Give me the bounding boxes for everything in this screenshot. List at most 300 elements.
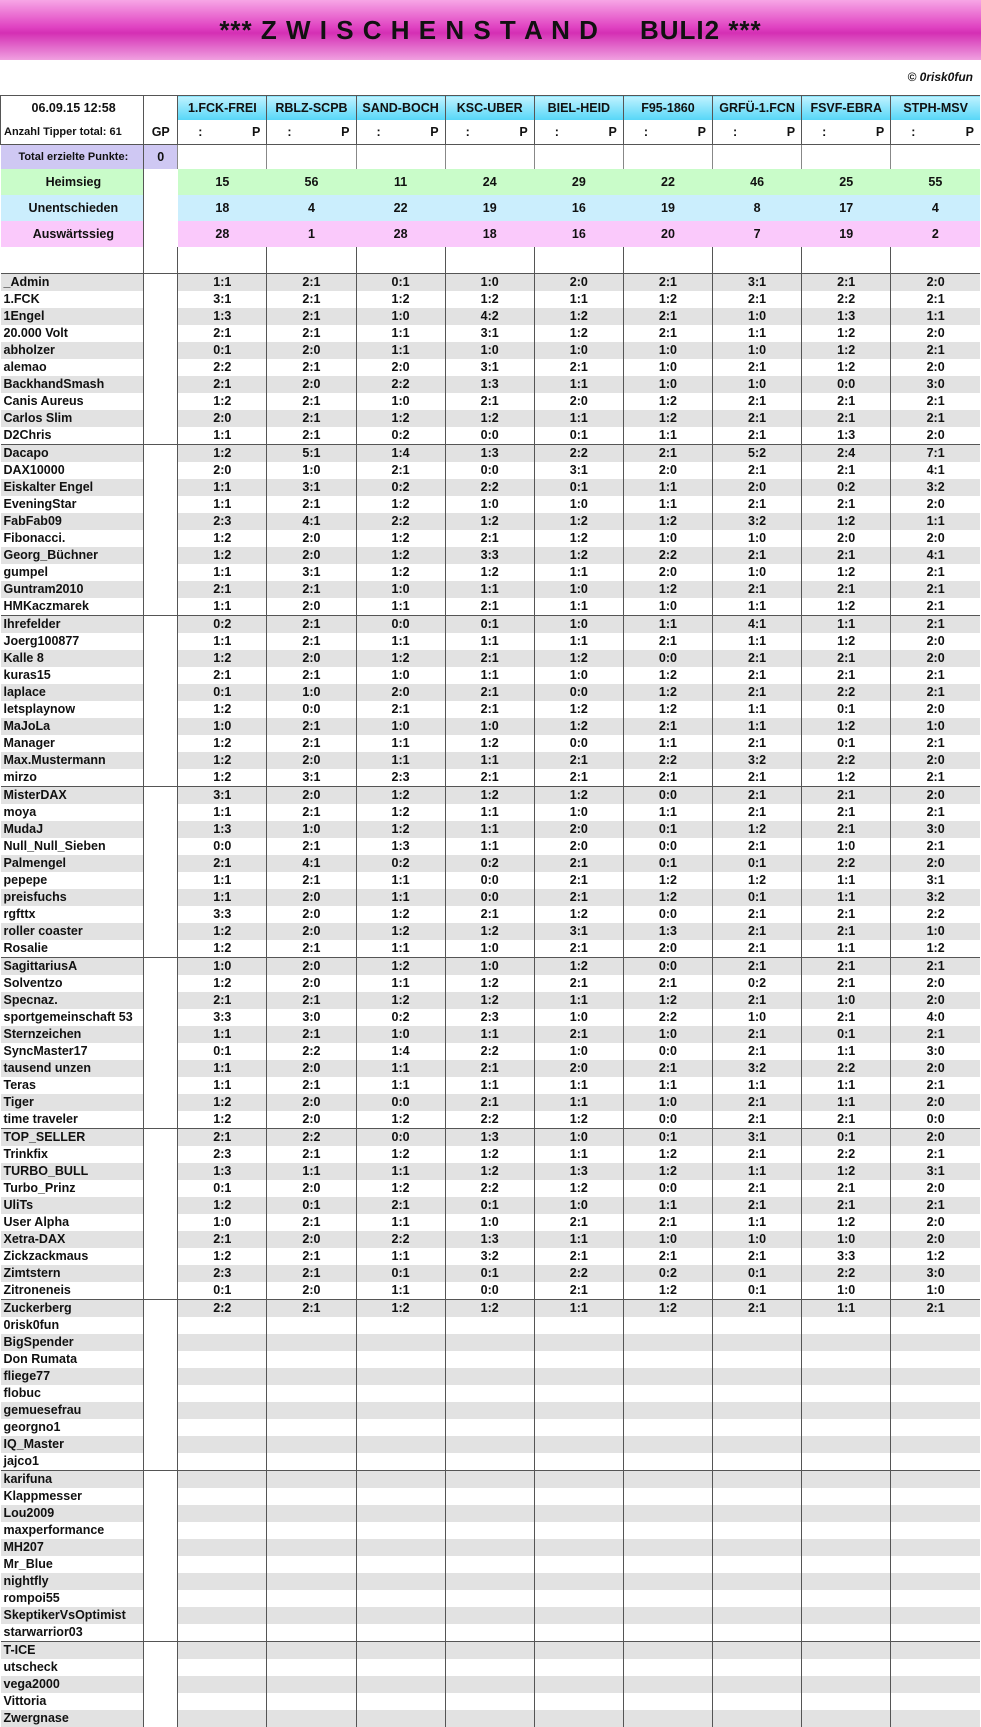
tip-cell: 1:2 [445, 564, 534, 581]
tip-cell: 2:2 [891, 906, 980, 923]
table-row [1, 1693, 981, 1710]
tip-cell: 1:2 [356, 1111, 445, 1129]
tip-cell: 0:1 [178, 1282, 267, 1300]
gp-cell [144, 769, 178, 787]
tip-cell [891, 1556, 980, 1573]
tip-cell: 1:0 [623, 342, 712, 359]
gp-cell [144, 221, 178, 247]
tip-cell: 1:1 [713, 325, 802, 342]
tip-cell: 1:0 [802, 1282, 891, 1300]
tip-cell: 1:1 [534, 376, 623, 393]
tip-cell: 1:3 [534, 1163, 623, 1180]
tip-cell [178, 1436, 267, 1453]
tip-cell: 2:0 [267, 547, 356, 564]
tip-cell: 1:2 [356, 1300, 445, 1318]
tip-cell: 2:1 [891, 1077, 980, 1094]
table-row [1, 1436, 981, 1453]
tip-cell: 1:1 [356, 1248, 445, 1265]
tip-cell: 2:0 [891, 975, 980, 992]
tip-cell [445, 1522, 534, 1539]
tip-cell [178, 1676, 267, 1693]
tip-cell [713, 1573, 802, 1590]
tip-cell: 1:1 [534, 1077, 623, 1094]
tip-cell [445, 1607, 534, 1624]
tip-cell: 2:2 [802, 684, 891, 701]
tip-cell [891, 1436, 980, 1453]
tip-cell [534, 1590, 623, 1607]
player-name: User Alpha [3, 1215, 70, 1229]
tip-cell [267, 1710, 356, 1727]
tip-cell: 2:1 [802, 958, 891, 976]
tip-cell: 4:0 [891, 1009, 980, 1026]
tip-cell: 1:1 [802, 1077, 891, 1094]
tip-cell [713, 1676, 802, 1693]
table-row [1, 1282, 981, 1300]
tip-cell [178, 1488, 267, 1505]
datetime-label: 06.09.15 12:58 [1, 96, 144, 121]
tip-cell [623, 1624, 712, 1642]
tip-cell: 2:0 [891, 1060, 980, 1077]
tip-cell: 2:1 [891, 769, 980, 787]
table-row [1, 376, 981, 393]
tip-cell: 0:1 [445, 616, 534, 634]
tip-cell [802, 1317, 891, 1334]
tip-cell: 1:0 [713, 564, 802, 581]
tip-cell: 2:0 [623, 564, 712, 581]
tip-cell: 2:1 [713, 940, 802, 958]
tip-cell [445, 1573, 534, 1590]
tip-cell: 1:2 [178, 752, 267, 769]
tip-cell: 1:0 [178, 1214, 267, 1231]
tip-cell [356, 1453, 445, 1471]
tip-cell: 2:2 [356, 513, 445, 530]
table-row [1, 598, 981, 616]
match-header: BIEL-HEID [534, 96, 623, 121]
table-row [1, 308, 981, 325]
tip-cell [178, 1659, 267, 1676]
player-name: karifuna [1, 1471, 144, 1489]
stat-value: 18 [445, 221, 534, 247]
table-row [1, 462, 981, 479]
tip-cell: 2:2 [623, 547, 712, 564]
tip-cell [802, 1505, 891, 1522]
table-row [1, 1334, 981, 1351]
tip-cell: 3:1 [713, 1129, 802, 1147]
tip-cell: 1:3 [178, 821, 267, 838]
tip-cell: 2:1 [802, 1180, 891, 1197]
table-row [1, 1300, 981, 1318]
tip-cell: 1:1 [267, 1163, 356, 1180]
tip-cell: 2:0 [267, 598, 356, 616]
tip-cell [891, 1351, 980, 1368]
tip-cell: 1:1 [623, 1197, 712, 1214]
tip-cell: 2:1 [356, 462, 445, 479]
tip-cell [445, 1453, 534, 1471]
tip-cell [356, 1385, 445, 1402]
tip-cell: 0:0 [623, 787, 712, 805]
tip-cell [713, 1419, 802, 1436]
score-colon: : [554, 125, 559, 139]
tip-cell [356, 1659, 445, 1676]
tip-cell: 1:2 [623, 667, 712, 684]
stat-value: 7 [713, 221, 802, 247]
tip-cell: 0:0 [534, 684, 623, 701]
tip-cell: 1:2 [178, 1197, 267, 1214]
total-points-value: 0 [144, 145, 178, 170]
tip-cell: 3:0 [891, 1265, 980, 1282]
tip-cell: 2:0 [267, 958, 356, 976]
tip-cell: 2:1 [267, 1026, 356, 1043]
tip-cell: 0:1 [623, 1129, 712, 1147]
tip-cell: 4:1 [713, 616, 802, 634]
tip-cell: 2:1 [267, 940, 356, 958]
tip-cell: 1:0 [445, 342, 534, 359]
tip-cell: 2:1 [713, 838, 802, 855]
tip-cell [623, 1573, 712, 1590]
table-row [1, 616, 981, 634]
table-row [1, 1659, 981, 1676]
tip-cell: 1:2 [802, 325, 891, 342]
player-name: rgfttx [3, 907, 36, 921]
tip-cell: 1:3 [445, 1129, 534, 1147]
tip-cell: 2:1 [178, 992, 267, 1009]
page-title: *** Z W I S C H E N S T A N D BULI2 *** [0, 0, 981, 60]
tip-cell: 0:0 [534, 735, 623, 752]
subheader-cells [624, 125, 712, 139]
match-subheader [623, 120, 712, 145]
tip-cell: 2:0 [267, 906, 356, 923]
tip-cell [178, 1590, 267, 1607]
tip-cell [534, 1539, 623, 1556]
tip-cell [713, 1351, 802, 1368]
tip-cell: 1:2 [445, 513, 534, 530]
player-name: BigSpender [1, 1334, 144, 1351]
tip-cell: 0:1 [178, 1180, 267, 1197]
tip-cell: 2:1 [534, 1282, 623, 1300]
points-label: P [965, 125, 974, 139]
tip-cell: 2:1 [267, 718, 356, 735]
tip-cell: 0:1 [623, 855, 712, 872]
stat-value: 19 [445, 195, 534, 221]
tip-cell: 1:2 [623, 992, 712, 1009]
player-name: Georg_Büchner [1, 547, 144, 564]
tip-cell [356, 1642, 445, 1660]
tip-cell: 0:1 [445, 1265, 534, 1282]
tip-cell: 1:1 [623, 616, 712, 634]
stat-value: 15 [178, 169, 267, 195]
tip-cell: 1:1 [713, 1214, 802, 1231]
tip-cell: 1:0 [623, 376, 712, 393]
tip-cell [267, 1590, 356, 1607]
gp-cell [144, 1402, 178, 1419]
tip-cell: 1:1 [623, 479, 712, 496]
tip-cell [891, 1385, 980, 1402]
tip-cell: 1:2 [623, 1146, 712, 1163]
tip-cell [802, 1453, 891, 1471]
spacer-row [1, 247, 981, 274]
tip-cell: 2:0 [891, 1094, 980, 1111]
player-name: rompoi55 [3, 1591, 60, 1605]
tip-cell: 1:2 [534, 958, 623, 976]
tip-cell: 1:2 [534, 308, 623, 325]
table-row [1, 633, 981, 650]
player-name: FabFab09 [1, 513, 144, 530]
tip-cell: 3:1 [445, 359, 534, 376]
tip-cell: 1:0 [713, 1231, 802, 1248]
tip-cell [534, 1642, 623, 1660]
player-name: Eiskalter Engel [1, 479, 144, 496]
gp-cell [144, 1710, 178, 1727]
gp-cell [144, 1009, 178, 1026]
tip-cell [356, 1505, 445, 1522]
table-row [1, 445, 981, 463]
tip-cell: 2:1 [534, 855, 623, 872]
tip-cell: 2:1 [534, 359, 623, 376]
tip-cell: 0:2 [356, 479, 445, 496]
gp-label: GP [144, 120, 178, 145]
tip-cell: 1:1 [178, 274, 267, 292]
table-row [1, 1094, 981, 1111]
player-name: Zwergnase [1, 1710, 144, 1727]
tip-cell: 3:1 [534, 462, 623, 479]
table-row [1, 359, 981, 376]
tip-cell [623, 1453, 712, 1471]
tip-cell [713, 1505, 802, 1522]
table-row [1, 735, 981, 752]
tip-cell: 2:1 [178, 1129, 267, 1147]
stat-label: Auswärtssieg [1, 221, 144, 247]
tipper-count-label: Anzahl Tipper total: 61 [1, 120, 144, 145]
tip-cell: 2:1 [891, 804, 980, 821]
tip-cell: 2:2 [623, 752, 712, 769]
tip-cell [623, 1488, 712, 1505]
tip-cell [267, 1522, 356, 1539]
gp-cell [144, 633, 178, 650]
player-name: pepepe [3, 873, 48, 887]
stat-label: Unentschieden [1, 195, 144, 221]
tip-cell: 1:3 [802, 308, 891, 325]
tip-cell: 0:0 [802, 376, 891, 393]
player-name: Kalle 8 [1, 650, 144, 667]
table-row [1, 923, 981, 940]
tip-cell: 2:0 [891, 701, 980, 718]
gp-cell [144, 1385, 178, 1402]
tip-cell: 2:1 [713, 359, 802, 376]
player-name: Lou2009 [1, 1505, 144, 1522]
tip-cell: 1:2 [445, 992, 534, 1009]
tip-cell: 1:0 [178, 958, 267, 976]
player-name: vega2000 [1, 1676, 144, 1693]
score-colon: : [287, 125, 292, 139]
gp-cell [144, 1419, 178, 1436]
tip-cell [267, 1624, 356, 1642]
tip-cell: 2:0 [356, 684, 445, 701]
tip-cell: 1:0 [802, 992, 891, 1009]
tip-cell: 2:1 [891, 342, 980, 359]
tip-cell: 2:2 [178, 1300, 267, 1318]
tip-cell [802, 1368, 891, 1385]
table-row [1, 1402, 981, 1419]
tip-cell [534, 1368, 623, 1385]
tip-cell: 0:1 [178, 1043, 267, 1060]
tip-cell: 1:2 [445, 975, 534, 992]
tip-cell: 1:2 [445, 1146, 534, 1163]
tip-cell: 0:1 [802, 1026, 891, 1043]
tip-cell: 1:1 [356, 752, 445, 769]
gp-cell [144, 1676, 178, 1693]
tip-cell: 0:1 [713, 855, 802, 872]
score-colon: : [376, 125, 381, 139]
tip-cell: 2:1 [891, 735, 980, 752]
tip-cell: 2:1 [713, 1300, 802, 1318]
tip-cell: 1:2 [534, 701, 623, 718]
tip-cell [356, 1522, 445, 1539]
tip-cell [713, 1436, 802, 1453]
tip-cell: 1:2 [445, 787, 534, 805]
tip-cell: 2:1 [802, 821, 891, 838]
tip-cell [802, 1659, 891, 1676]
player-name: D2Chris [3, 428, 52, 442]
tip-cell: 1:2 [178, 393, 267, 410]
tip-cell: 2:1 [713, 1197, 802, 1214]
gp-cell [144, 325, 178, 342]
tip-cell [534, 1471, 623, 1489]
gp-cell [144, 308, 178, 325]
empty-cell [802, 145, 891, 170]
tip-cell: 0:2 [356, 427, 445, 445]
table-row [1, 1043, 981, 1060]
gp-cell [144, 1522, 178, 1539]
tip-cell: 1:1 [534, 633, 623, 650]
tip-cell: 1:0 [534, 667, 623, 684]
gp-cell [144, 195, 178, 221]
tip-cell: 2:0 [267, 752, 356, 769]
tip-cell: 1:1 [713, 598, 802, 616]
table-row [1, 889, 981, 906]
tip-cell: 2:0 [267, 1180, 356, 1197]
tip-cell: 2:0 [356, 359, 445, 376]
tip-cell: 3:3 [178, 906, 267, 923]
table-row [1, 427, 981, 445]
gp-cell [144, 1146, 178, 1163]
tip-cell: 3:2 [713, 513, 802, 530]
tip-cell [534, 1710, 623, 1727]
tip-cell [445, 1436, 534, 1453]
tip-cell [178, 1385, 267, 1402]
tip-cell [178, 1556, 267, 1573]
tip-cell: 1:1 [623, 804, 712, 821]
tip-cell: 0:0 [623, 958, 712, 976]
tip-cell: 2:2 [445, 479, 534, 496]
tip-cell [356, 1351, 445, 1368]
tip-cell [891, 1693, 980, 1710]
tip-cell [802, 1402, 891, 1419]
stat-row [1, 195, 981, 221]
tip-cell: 1:1 [356, 872, 445, 889]
tip-cell [891, 1488, 980, 1505]
tip-cell: 2:1 [267, 359, 356, 376]
table-row [1, 1317, 981, 1334]
table-row [1, 513, 981, 530]
tip-cell: 2:2 [623, 1009, 712, 1026]
tip-cell: 2:0 [891, 633, 980, 650]
tip-cell: 2:1 [267, 1265, 356, 1282]
gp-cell [144, 1471, 178, 1489]
tip-cell: 2:1 [713, 581, 802, 598]
tip-cell [623, 1368, 712, 1385]
tip-cell: 2:1 [445, 530, 534, 547]
points-label: P [341, 125, 350, 139]
points-label: P [430, 125, 439, 139]
tip-cell [178, 1351, 267, 1368]
tip-cell: 1:2 [356, 496, 445, 513]
tip-cell: 2:0 [891, 1214, 980, 1231]
table-row [1, 1453, 981, 1471]
gp-cell [144, 872, 178, 889]
tip-cell: 1:2 [713, 872, 802, 889]
tip-cell [623, 1402, 712, 1419]
tip-cell: 2:1 [267, 496, 356, 513]
tip-cell: 1:1 [178, 633, 267, 650]
tip-cell [178, 1402, 267, 1419]
tip-cell: 2:1 [713, 1248, 802, 1265]
player-name: Carlos Slim [1, 410, 144, 427]
tip-cell: 1:2 [623, 872, 712, 889]
player-name: MaJoLa [1, 718, 144, 735]
table-row [1, 975, 981, 992]
tip-cell: 1:2 [356, 787, 445, 805]
tip-cell [713, 1693, 802, 1710]
stat-value: 29 [534, 169, 623, 195]
tip-cell: 1:2 [802, 359, 891, 376]
tip-cell: 1:0 [713, 376, 802, 393]
tip-cell: 2:1 [802, 547, 891, 564]
player-name: abholzer [1, 342, 144, 359]
gp-cell [144, 906, 178, 923]
tip-cell: 2:0 [534, 838, 623, 855]
player-name: Null_Null_Sieben [3, 839, 106, 853]
tip-cell: 2:2 [445, 1111, 534, 1129]
tip-cell [356, 1334, 445, 1351]
subheader-cells [178, 125, 266, 139]
player-name: kuras15 [3, 668, 51, 682]
tip-cell [713, 1385, 802, 1402]
table-row [1, 1060, 981, 1077]
tip-cell: 2:1 [802, 1009, 891, 1026]
tip-cell [713, 1710, 802, 1727]
table-row [1, 1214, 981, 1231]
tip-cell: 2:0 [267, 650, 356, 667]
subheader-cells [802, 125, 890, 139]
tip-cell: 2:1 [445, 701, 534, 718]
tip-cell: 1:2 [178, 940, 267, 958]
tip-cell: 2:1 [445, 598, 534, 616]
stat-value: 1 [267, 221, 356, 247]
score-colon: : [822, 125, 827, 139]
points-label: P [252, 125, 261, 139]
gp-cell [144, 787, 178, 805]
tip-cell [178, 1573, 267, 1590]
tip-cell: 2:3 [356, 769, 445, 787]
tip-cell: 3:1 [534, 923, 623, 940]
player-name: Joerg100877 [3, 634, 80, 648]
tip-cell [445, 1556, 534, 1573]
tip-cell: 1:1 [178, 804, 267, 821]
tip-cell: 2:0 [178, 462, 267, 479]
match-subheader [534, 120, 623, 145]
table-row [1, 804, 981, 821]
gp-cell [144, 1282, 178, 1300]
